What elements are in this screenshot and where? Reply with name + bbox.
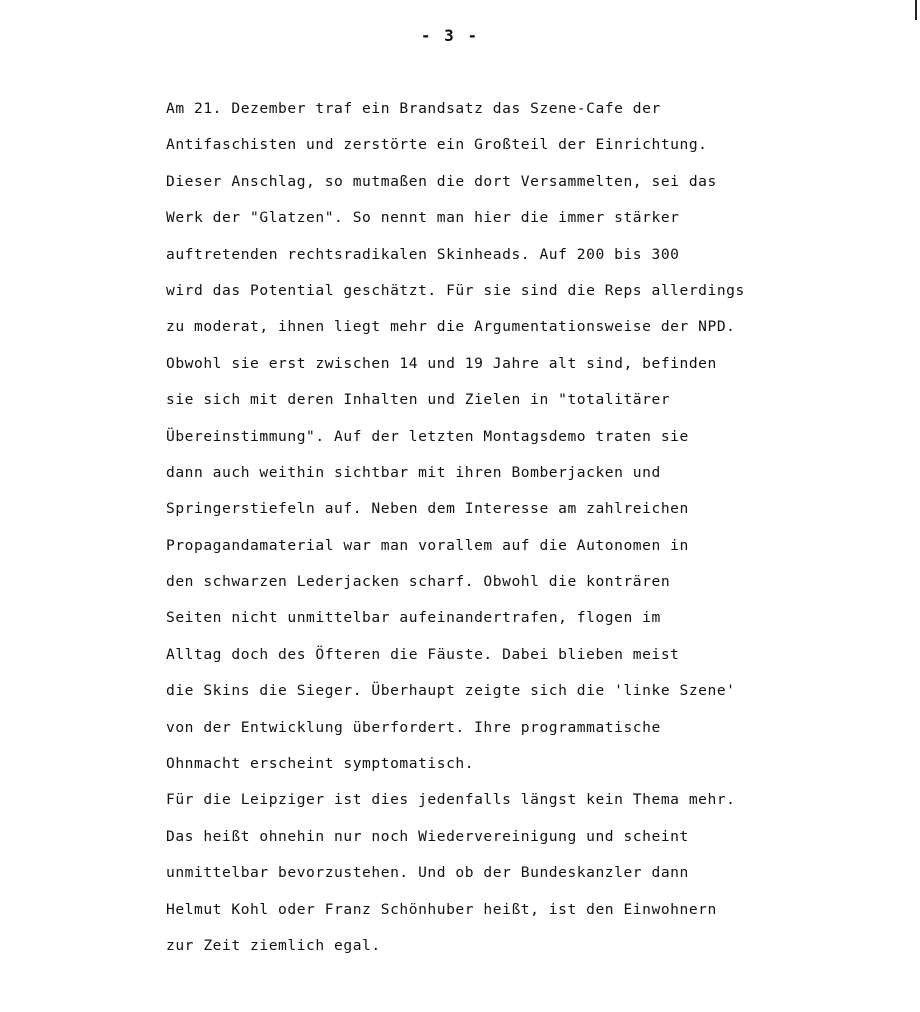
text-line: zu moderat, ihnen liegt mehr die Argumentationsweise der NPD. bbox=[166, 318, 736, 336]
text-line: Antifaschisten und zerstörte ein Großteil der Einrichtung. bbox=[166, 136, 708, 154]
text-line: von der Entwicklung überfordert. Ihre programmatische bbox=[166, 718, 661, 736]
text-line: den schwarzen Lederjacken scharf. Obwohl die konträren bbox=[166, 573, 671, 591]
text-line: Propagandamaterial war man vorallem auf die Autonomen in bbox=[166, 536, 689, 554]
text-line: Springerstiefeln auf. Neben dem Interesse am zahlreichen bbox=[166, 500, 689, 518]
text-line: Helmut Kohl oder Franz Schönhuber heißt, ist den Einwohnern bbox=[166, 900, 717, 918]
text-line: zur Zeit ziemlich egal. bbox=[166, 936, 381, 954]
text-line: Dieser Anschlag, so mutmaßen die dort Versammelten, sei das bbox=[166, 172, 717, 190]
text-line: Das heißt ohnehin nur noch Wiedervereinigung und scheint bbox=[166, 827, 689, 845]
text-line: die Skins die Sieger. Überhaupt zeigte sich die 'linke Szene' bbox=[166, 682, 736, 700]
text-line: sie sich mit deren Inhalten und Zielen in "totalitärer bbox=[166, 391, 671, 409]
text-line: wird das Potential geschätzt. Für sie sind die Reps allerdings bbox=[166, 281, 745, 299]
page-edge-mark bbox=[915, 0, 917, 20]
text-line: Alltag doch des Öfteren die Fäuste. Dabei blieben meist bbox=[166, 645, 680, 663]
text-line: auftretenden rechtsradikalen Skinheads. Auf 200 bis 300 bbox=[166, 245, 680, 263]
text-line: Obwohl sie erst zwischen 14 und 19 Jahre alt sind, befinden bbox=[166, 354, 717, 372]
text-line: Seiten nicht unmittelbar aufeinandertrafen, flogen im bbox=[166, 609, 661, 627]
text-line: Werk der "Glatzen". So nennt man hier die immer stärker bbox=[166, 209, 680, 227]
body-text bbox=[166, 95, 866, 968]
page-number: - 3 - bbox=[420, 26, 480, 45]
text-line: Ohnmacht erscheint symptomatisch. bbox=[166, 755, 475, 773]
text-line: Übereinstimmung". Auf der letzten Montagsdemo traten sie bbox=[166, 427, 689, 445]
text-line: dann auch weithin sichtbar mit ihren Bomberjacken und bbox=[166, 463, 661, 481]
text-line: Für die Leipziger ist dies jedenfalls längst kein Thema mehr. bbox=[166, 791, 736, 809]
text-line: unmittelbar bevorzustehen. Und ob der Bundeskanzler dann bbox=[166, 864, 689, 882]
text-line: Am 21. Dezember traf ein Brandsatz das Szene-Cafe der bbox=[166, 100, 661, 117]
